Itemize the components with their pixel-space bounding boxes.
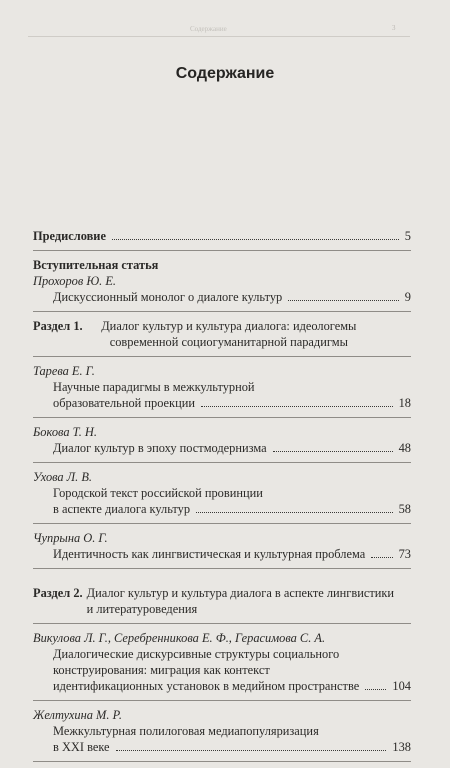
toc-entry-title: в аспекте диалога культур <box>53 502 191 516</box>
divider <box>33 623 411 624</box>
dot-leader <box>273 451 393 452</box>
toc-entry-title: конструирования: миграция как контекст <box>53 663 270 677</box>
dot-leader <box>201 406 393 407</box>
divider <box>33 700 411 701</box>
toc-entry-title: в XXI веке <box>53 740 110 754</box>
toc-author: Бокова Т. Н. <box>33 425 97 439</box>
dot-leader <box>288 300 399 301</box>
toc-entry-title: идентификационных установок в медийном пространстве <box>53 679 360 693</box>
toc-author: Прохоров Ю. Е. <box>33 274 116 288</box>
toc-entry[interactable] <box>33 379 411 411</box>
toc-entry[interactable] <box>33 289 411 305</box>
toc-page-number: 9 <box>404 290 411 304</box>
toc-entry-title: Идентичность как лингвистическая и культурная проблема <box>53 547 366 561</box>
header-page-number: 3 <box>392 24 396 32</box>
toc-part-title: Диалог культур и культура диалога в аспекте лингвистики и литературоведения <box>86 586 395 616</box>
toc-page-number: 48 <box>398 441 411 455</box>
divider <box>33 462 411 463</box>
toc-part-title: Диалог культур и культура диалога: идеологемы современной социогуманитарной парадигмы <box>101 319 357 349</box>
divider <box>33 250 411 251</box>
running-title: Содержание <box>190 25 227 33</box>
toc-part-label: Раздел 2. <box>33 586 83 600</box>
toc-entry-title: образовательной проекции <box>53 396 195 410</box>
toc-preface-label: Предисловие <box>33 229 106 243</box>
toc-preface[interactable] <box>33 228 411 244</box>
toc-author: Желтухина М. Р. <box>33 708 122 722</box>
divider <box>33 761 411 762</box>
divider <box>33 356 411 357</box>
divider <box>33 311 411 312</box>
divider <box>33 523 411 524</box>
toc-entry[interactable] <box>33 485 411 517</box>
toc-part-heading <box>33 585 411 617</box>
toc-entry[interactable] <box>33 723 411 755</box>
toc-page-number: 104 <box>392 679 411 693</box>
page-title: Содержание <box>175 65 275 82</box>
dot-leader <box>365 689 386 690</box>
toc-page-number: 138 <box>392 740 411 754</box>
dot-leader <box>112 239 399 240</box>
divider <box>33 417 411 418</box>
dot-leader <box>196 512 393 513</box>
divider <box>33 568 411 569</box>
toc-entry-title: Межкультурная полилоговая медиапопуляризация <box>53 724 319 738</box>
toc-entry[interactable] <box>33 546 411 562</box>
toc-page-number: 18 <box>398 396 411 410</box>
dot-leader <box>116 750 387 751</box>
toc-page-number: 5 <box>404 229 411 243</box>
toc-author: Викулова Л. Г., Серебренникова Е. Ф., Герасимова С. А. <box>33 631 326 645</box>
toc-page-number: 58 <box>398 502 411 516</box>
toc-author: Ухова Л. В. <box>33 470 92 484</box>
toc-entry-title: Диалог культур в эпоху постмодернизма <box>53 441 267 455</box>
toc-entry-title: Городской текст российской провинции <box>53 486 263 500</box>
toc-entry[interactable] <box>33 440 411 456</box>
table-of-contents <box>33 228 411 768</box>
toc-author: Чупрына О. Г. <box>33 531 108 545</box>
toc-page-number: 73 <box>398 547 411 561</box>
dot-leader <box>371 557 392 558</box>
toc-part-heading <box>33 318 411 350</box>
toc-entry-title: Научные парадигмы в межкультурной <box>53 380 255 394</box>
toc-part-label: Раздел 1. <box>33 319 83 333</box>
toc-intro-heading: Вступительная статья <box>33 258 159 272</box>
toc-entry-title: Дискуссионный монолог о диалоге культур <box>53 290 283 304</box>
toc-entry[interactable] <box>33 646 411 694</box>
toc-author: Тарева Е. Г. <box>33 364 95 378</box>
toc-entry-title: Диалогические дискурсивные структуры социального <box>53 647 340 661</box>
header-rule <box>28 36 410 37</box>
